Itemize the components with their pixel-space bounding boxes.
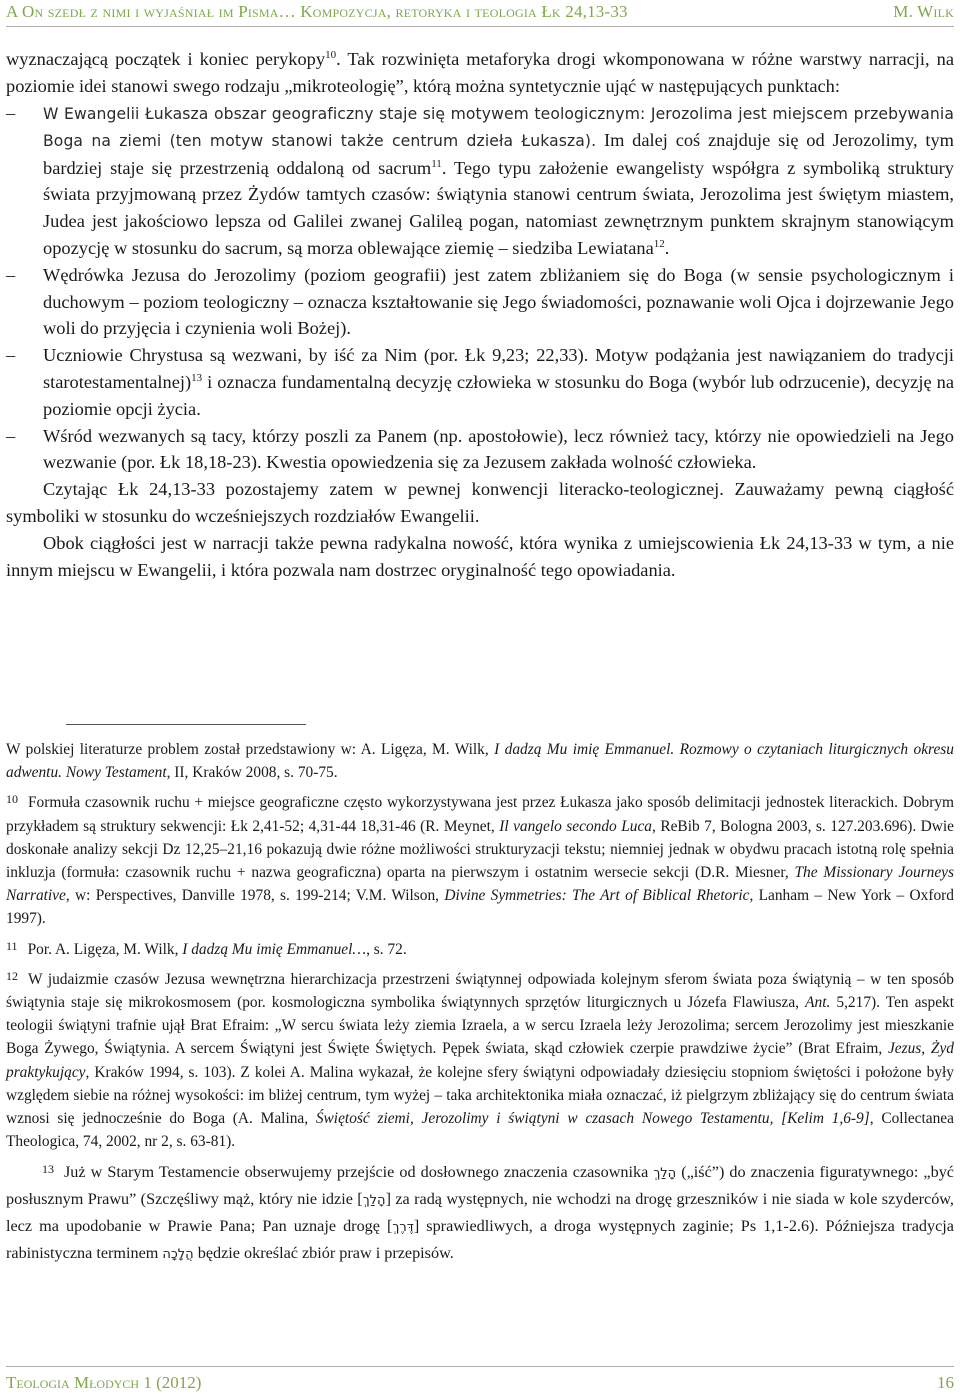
- text-span: będzie określać zbiór praw i przepisów.: [193, 1243, 454, 1262]
- hebrew-word: הָלַךְ: [362, 1193, 386, 1209]
- hebrew-word: הָלַךְ: [653, 1166, 677, 1182]
- italic-title: I dadzą Mu imię Emmanuel…: [182, 940, 367, 958]
- text-span: , Collectanea Theologica, 74, 2002, nr 2, s. 63-81).: [6, 1110, 954, 1151]
- footnote-number: 12: [6, 968, 18, 983]
- page-footer: [6, 1366, 954, 1393]
- list-item-2: [6, 262, 954, 342]
- footnote-10: [6, 788, 954, 930]
- italic-title: Świętość ziemi, Jerozolimy i świątyni w czasach Nowego Testamentu, [Kelim 1,6-9]: [315, 1110, 870, 1128]
- text-span: i oznacza fundamentalną decyzję człowieka w stosunku do Boga (wybór lub odrzucenie), decyzję na poziomie opcji życia.: [43, 371, 954, 419]
- text-span: W Ewangelii Łukasza obszar geograficzny staje się motywem teologicznym: Jerozolima jest miejscem przebywania Boga na ziemi (ten motyw stanowi także centrum dzieła Łukasza).: [43, 104, 954, 151]
- text-span: . Tak rozwinięta metaforyka drogi wkomponowana w różne warstwy narracji, na poziomie idei stanowi swego rodzaju „mikroteologię”, którą można syntetycznie ująć w następujących punktach:: [6, 49, 954, 96]
- footnote-13: [6, 1157, 954, 1267]
- text-span: Im dalej coś znajduje się od Jerozolimy, tym bardziej staje się przestrzenią oddaloną od sacrum: [43, 130, 954, 178]
- main-text: [6, 46, 954, 583]
- footnote-separator: [66, 724, 306, 725]
- text-span: , Kraków 1994, s. 103). Z kolei A. Malina wykazał, że kolejne sfery świątyni odpowiadały dziesięciu stopniom świętości i położone były względem siebie na różnej wysokości: im bliżej centrum, tym wyżej – taka architektonika miała oznaczać, iż pielgrzym zbliżający się do centrum świata wznosi się jednocześnie do Boga (A. Malina,: [6, 1063, 954, 1128]
- footnote-number: 13: [42, 1162, 54, 1177]
- text-span: .: [664, 237, 670, 258]
- italic-title: Jezus, Żyd praktykujący: [6, 1040, 954, 1081]
- italic-title: Divine Symmetries: The Art of Biblical Rhetoric: [444, 887, 750, 905]
- list-item-3: [6, 342, 954, 422]
- text-span: Wędrówka Jezusa do Jerozolimy (poziom geografii) jest zatem zbliżaniem się do Boga (w sensie psychologicznym i duchowym – poziom teologiczny – oznacza kształtowanie się Jego świadomości, poznawanie woli Ojca i dojrzewanie Jego woli do przyjęcia i czynienia woli Bożej).: [43, 264, 954, 339]
- running-header-title: A On szedł z nimi i wyjaśniał im Pisma… Kompozycja, retoryka i teologia Łk 24,13-33: [6, 2, 628, 21]
- italic-title: I dadzą Mu imię Emmanuel. Rozmowy o czytaniach liturgicznych okresu adwentu. Nowy Testament: [6, 741, 954, 782]
- footnote-ref-11[interactable]: 11: [431, 157, 442, 170]
- text-span: W judaizmie czasów Jezusa wewnętrzna hierarchizacja przestrzeni świątynnej odpowiada kolejnym sferom świata poza świątynią – w ten sposób świątynia staje się mikrokosmosem (por. kosmologiczna symbolika świątynnych sprzętów liturgicznych u Józefa Flawiusza,: [6, 970, 954, 1012]
- running-header-author: M. Wilk: [893, 2, 954, 21]
- italic-title: Il vangelo secondo Luca: [499, 817, 652, 835]
- paragraph-novelty: Obok ciągłości jest w narracji także pewna radykalna nowość, która wynika z umiejscowienia Łk 24,13-33 w tym, a nie innym miejscu w Ewangelii, i która pozwala nam dostrzec oryginalność tego opowiadania.: [6, 532, 954, 580]
- footnote-ref-12[interactable]: 12: [653, 237, 665, 250]
- hebrew-word: דֶּרֶךְ: [392, 1220, 414, 1236]
- text-span: Już w Starym Testamencie obserwujemy przejście od dosłownego znaczenia czasownika: [64, 1163, 654, 1182]
- footnotes-section: [6, 738, 954, 1272]
- text-span: W polskiej literaturze problem został przedstawiony w: A. Ligęza, M. Wilk,: [6, 741, 495, 758]
- running-header: [6, 2, 954, 27]
- dash-bullet: –: [6, 102, 16, 123]
- footnote-number: 10: [6, 792, 18, 807]
- paragraph-continuity: Czytając Łk 24,13-33 pozostajemy zatem w pewnej konwencji literacko-teologicznej. Zauważamy pewną ciągłość symboliki w stosunku do wcześniejszych rozdziałów Ewangelii.: [6, 479, 954, 526]
- text-span: wyznaczającą początek i koniec perykopy: [6, 49, 326, 69]
- paragraph-intro: [6, 46, 954, 100]
- text-span: , s. 72.: [366, 940, 407, 958]
- list-item-4: [6, 423, 954, 477]
- footnote-ref-13[interactable]: 13: [191, 371, 203, 384]
- footnote-number: 11: [6, 938, 18, 953]
- text-span: , ReBib 7, Bologna 2003, s. 127.203.696). Dwie doskonałe analizy sekcji Dz 12,25–21,16 pokazują dwie różne możliwości strukturyzacji tekstu; niemniej jednak w obydwu pracach istotną rolę spełnia inkluzja (formuła: czasownik ruchu + nazwa geograficzna) oparta na pierwszym i ostatnim wersecie sekcji (D.R. Miesner,: [6, 817, 954, 882]
- text-span: 5,217). Ten aspekt teologii świątyni trafnie ujął Brat Efraim: „W sercu świata leży ziemia Izraela, a w sercu Izraela leży Jerozolima; sercem Jerozolimy jest mieszkanie Boga Żywego, Świątynia. A sercem Świątyni jest Święte Świętych. Pępek świata, skąd człowiek czerpie prawdziwe życie” (Brat Efraim,: [6, 994, 954, 1058]
- hebrew-word: הֲלָכָה: [162, 1246, 194, 1262]
- dash-bullet: –: [6, 264, 16, 285]
- text-span: ] za radą występnych, nie wchodzi na drogę grzeszników i nie siada w kole szyderców, lecz ma upodobanie w Prawie Pana; Pan uznaje drogę [: [6, 1190, 954, 1236]
- text-span: Formuła czasownik ruchu + miejsce geograficzne często wykorzystywana jest przez Łukasza jako sposób delimitacji jednostek literackich. Dobrym przykładem są struktury sekwencji: Łk 2,41-52; 4,31-44 18,31-46 (R. Meynet,: [6, 794, 954, 835]
- page-number: 16: [937, 1373, 954, 1392]
- text-span: , Lanham – New York – Oxford 1997).: [6, 887, 954, 928]
- dash-bullet: –: [6, 345, 16, 366]
- text-span: , II, Kraków 2008, s. 70-75.: [166, 764, 338, 782]
- italic-title: Ant.: [805, 994, 831, 1012]
- text-span: Uczniowie Chrystusa są wezwani, by iść za Nim (por. Łk 9,23; 22,33). Motyw podążania jest nawiązaniem do tradycji starotestamentalnej): [43, 345, 954, 392]
- footnote-9: [6, 738, 954, 784]
- text-span: („iść”) do znaczenia figuratywnego: „być posłusznym Prawu” (Szczęśliwy mąż, który nie idzie [: [6, 1163, 954, 1209]
- journal-name: Teologia Młodych 1 (2012): [6, 1373, 202, 1392]
- dash-bullet: –: [6, 425, 16, 446]
- text-span: ] sprawiedliwych, a droga występnych zaginie; Ps 1,1-2.6). Późniejsza tradycja rabinistyczna terminem: [6, 1217, 954, 1262]
- footnote-12: [6, 965, 954, 1154]
- footnote-ref-10[interactable]: 10: [325, 49, 337, 61]
- italic-title: The Missionary Journeys Narrative: [6, 864, 954, 905]
- text-span: , w: Perspectives, Danville 1978, s. 199-214; V.M. Wilson,: [65, 887, 445, 905]
- list-item-1: [6, 100, 954, 262]
- text-span: . Tego typu założenie ewangelisty współgra z symboliką struktury świata przyjmowaną przez Żydów tamtych czasów: świątynia stanowi centrum świata, Jerozolima jest świętym miastem, Judea jest jakościowo lepsza od Galilei zwanej Galileą pogan, natomiast zewnętrznym punktem skrajnym stanowiącym opozycję w stosunku do sacrum, są morza oblewające ziemię – siedziba Lewiatana: [43, 157, 954, 258]
- text-span: Wśród wezwanych są tacy, którzy poszli za Panem (np. apostołowie), lecz również tacy, którzy nie opowiedzieli na Jego wezwanie (por. Łk 18,18-23). Kwestia opowiedzenia się za Jezusem zakłada wolność człowieka.: [43, 425, 954, 473]
- text-span: Por. A. Ligęza, M. Wilk,: [27, 940, 183, 958]
- footnote-11: [6, 935, 954, 961]
